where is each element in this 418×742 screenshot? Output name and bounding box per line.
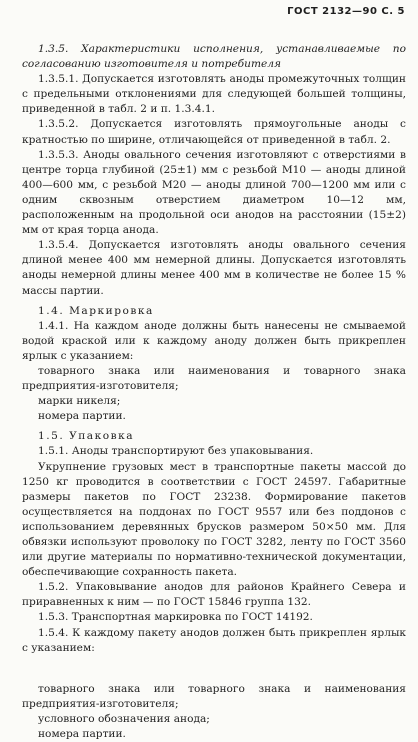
document-body bbox=[22, 42, 406, 742]
paragraph: 1.3.5.2. Допускается изготовлять прямоугольные аноды с кратностью по ширине, отличающейся от приведенной в табл. 2. bbox=[22, 118, 406, 146]
paragraph: условного обозначения анода; bbox=[38, 713, 210, 726]
paragraph: номера партии. bbox=[38, 728, 126, 741]
paragraph: 1.5.2. Упаковывание анодов для районов Крайнего Севера и приравненных к ним — по ГОСТ 15846 группа 132. bbox=[22, 581, 406, 609]
paragraph: 1.5.3. Транспортная маркировка по ГОСТ 14192. bbox=[38, 611, 313, 624]
section-heading: 1.4. Маркировка bbox=[38, 304, 154, 317]
paragraph: марки никеля; bbox=[38, 395, 121, 408]
paragraph: 1.3.5.1. Допускается изготовлять аноды промежуточных толщин с предельными отклонениями для следующей большей толщины, приведенной в табл. 2 и п. 1.3.4.1. bbox=[22, 73, 406, 116]
section-heading: 1.5. Упаковка bbox=[38, 430, 135, 443]
spacer bbox=[22, 666, 406, 671]
paragraph: товарного знака или товарного знака и наименования предприятия-изготовителя; bbox=[22, 682, 406, 711]
paragraph: 1.5.1. Аноды транспортируют без упаковывания. bbox=[38, 445, 314, 458]
paragraph: 1.3.5.3. Аноды овального сечения изготовляют с отверстиями в центре торца глубиной (25±1) мм с резьбой М10 — аноды длиной 400—600 мм, с резьбой М20 — аноды длиной 700—1200 мм или с одним сквозным отверстием диаметром 10—12 мм, расположенным на продольной оси анодов на расстоянии (15±2) мм от края торца анода. bbox=[22, 148, 406, 237]
paragraph: 1.3.5. Характеристики исполнения, устанавливаемые по согласованию изготовителя и потребителя bbox=[22, 43, 406, 71]
paragraph: номера партии. bbox=[38, 410, 126, 423]
page-header: ГОСТ 2132—90 С. 5 bbox=[287, 6, 405, 17]
paragraph: 1.4.1. На каждом аноде должны быть нанесены не смываемой водой краской или к каждому аноду должен быть прикреплен ярлык с указанием: bbox=[22, 319, 406, 362]
paragraph: Укрупнение грузовых мест в транспортные пакеты массой до 1250 кг проводится в соответствии с ГОСТ 24597. Габаритные размеры пакетов по ГОСТ 23238. Формирование пакетов осуществляется на поддонах по ГОСТ 9557 или без поддонов с использованием деревянных брусков размером 50×50 мм. Для обвязки используют проволоку по ГОСТ 3282, ленту по ГОСТ 3560 или другие материалы по нормативно-технической документации, обеспечивающие сохранность пакета. bbox=[22, 460, 406, 579]
paragraph: 1.3.5.4. Допускается изготовлять аноды овального сечения длиной менее 400 мм немерной длины. Допускается изготовлять аноды немерной длины менее 400 мм в количестве не более 15 % массы партии. bbox=[22, 239, 406, 297]
paragraph: 1.5.4. К каждому пакету анодов должен быть прикреплен ярлык с указанием: bbox=[22, 626, 406, 654]
paragraph: товарного знака или наименования и товарного знака предприятия-изготовителя; bbox=[22, 364, 406, 393]
